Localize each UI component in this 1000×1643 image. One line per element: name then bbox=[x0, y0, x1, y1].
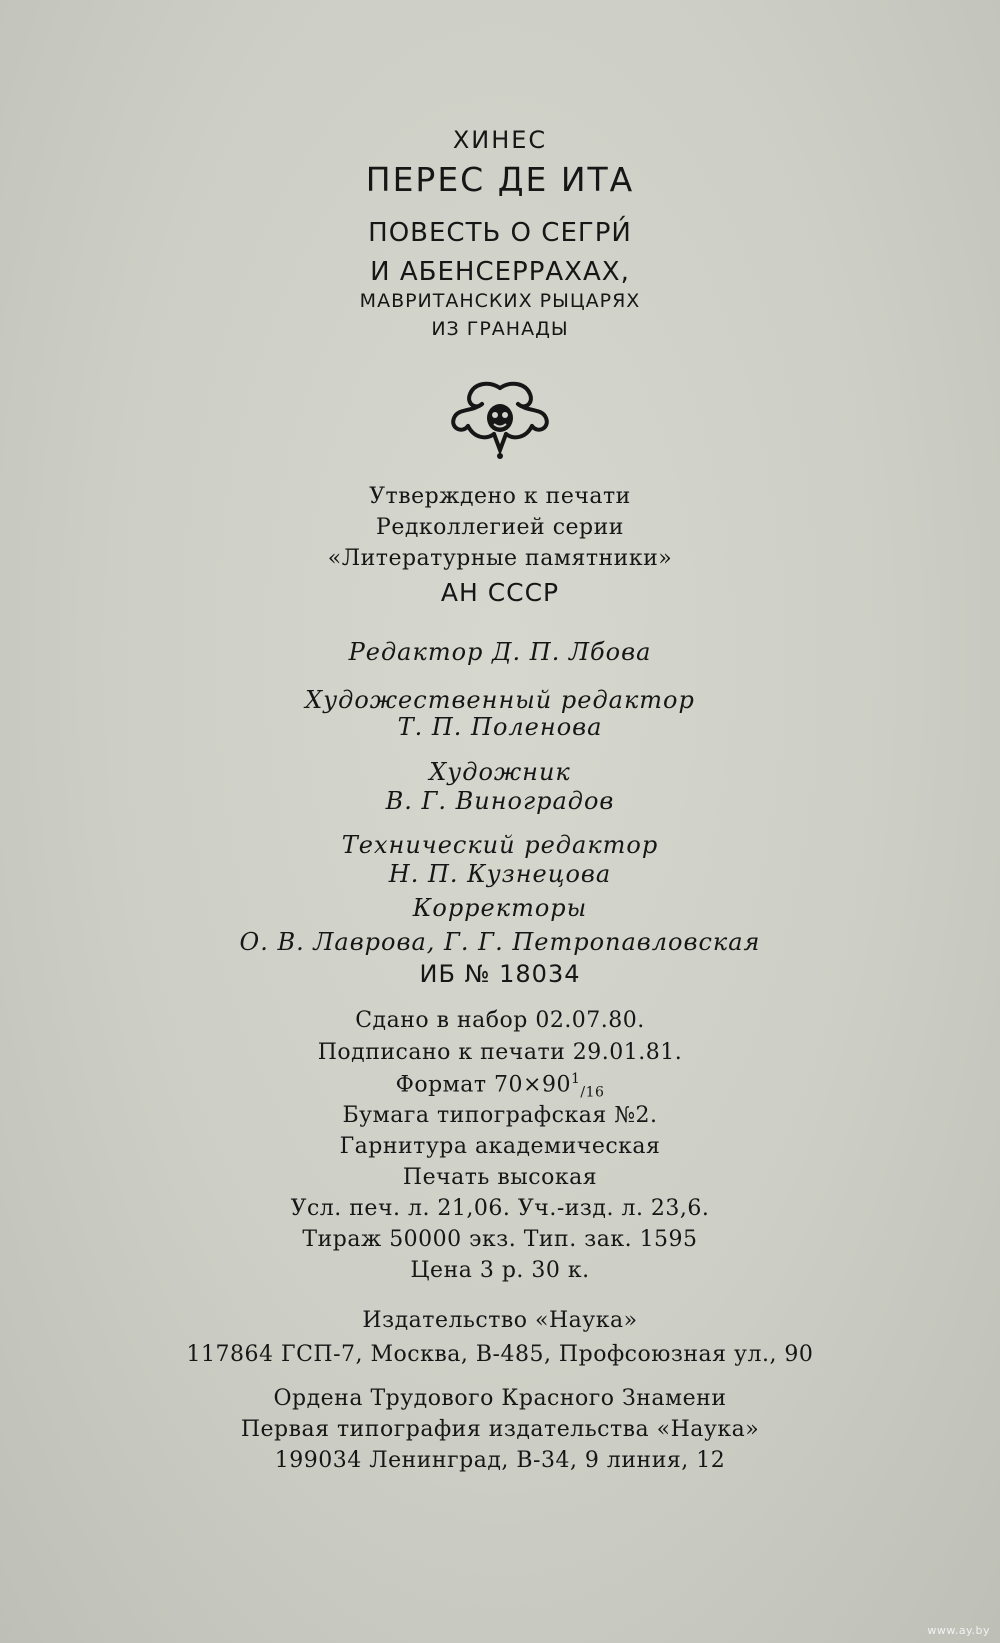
printed-sheets: Усл. печ. л. 21,06. Уч.-изд. л. 23,6. bbox=[290, 1196, 710, 1221]
printer-line-3: 199034 Ленинград, В-34, 9 линия, 12 bbox=[274, 1448, 726, 1473]
printer-line-2: Первая типография издательства «Наука» bbox=[240, 1417, 760, 1442]
book-title-line-1: ПОВЕСТЬ О СЕГРИ́ bbox=[368, 218, 632, 248]
proofreaders-names: О. В. Лаврова, Г. Г. Петропавловская bbox=[239, 928, 761, 956]
publisher-name: Издательство «Наука» bbox=[362, 1308, 638, 1333]
author-last-name: ПЕРЕС ДЕ ИТА bbox=[365, 160, 635, 199]
artist-name: В. Г. Виноградов bbox=[385, 787, 615, 815]
artist-role: Художник bbox=[429, 758, 571, 786]
price: Цена 3 р. 30 к. bbox=[410, 1258, 590, 1283]
author-first-name: ХИНЕС bbox=[452, 126, 548, 154]
editor-credit: Редактор Д. П. Лбова bbox=[348, 638, 652, 666]
approval-line-2: Редколлегией серии bbox=[376, 515, 624, 540]
paper-type: Бумага типографская №2. bbox=[342, 1103, 658, 1128]
ornament-icon bbox=[446, 378, 554, 462]
format-label: Формат 70×90 bbox=[395, 1072, 571, 1098]
approval-line-3: «Литературные памятники» bbox=[327, 546, 673, 571]
printer-line-1: Ордена Трудового Красного Знамени bbox=[273, 1386, 727, 1411]
book-subtitle-line-2: ИЗ ГРАНАДЫ bbox=[431, 318, 569, 340]
publisher-address: 117864 ГСП-7, Москва, В-485, Профсоюзная ул., 90 bbox=[186, 1342, 814, 1367]
print-run: Тираж 50000 экз. Тип. зак. 1595 bbox=[302, 1227, 698, 1252]
watermark: www.ay.by bbox=[927, 1624, 990, 1637]
approval-line-1: Утверждено к печати bbox=[369, 484, 631, 509]
tech-editor-name: Н. П. Кузнецова bbox=[388, 860, 612, 888]
format-superscript: 1 bbox=[570, 1071, 581, 1087]
approval-line-4: АН СССР bbox=[440, 578, 560, 607]
art-editor-name: Т. П. Поленова bbox=[397, 713, 603, 741]
art-editor-role: Художественный редактор bbox=[305, 686, 695, 714]
sent-to-typesetting: Сдано в набор 02.07.80. bbox=[355, 1008, 645, 1033]
typeface: Гарнитура академическая bbox=[339, 1134, 661, 1159]
book-subtitle-line-1: МАВРИТАНСКИХ РЫЦАРЯХ bbox=[359, 290, 641, 312]
book-title-line-2: И АБЕНСЕРРАХАХ, bbox=[370, 257, 630, 287]
format-subscript: /16 bbox=[580, 1084, 605, 1101]
ib-number: ИБ № 18034 bbox=[419, 960, 581, 988]
printing-method: Печать высокая bbox=[402, 1165, 598, 1190]
signed-for-printing: Подписано к печати 29.01.81. bbox=[317, 1040, 683, 1065]
proofreaders-role: Корректоры bbox=[412, 894, 588, 922]
tech-editor-role: Технический редактор bbox=[341, 831, 659, 859]
format-line bbox=[0, 1072, 1000, 1100]
